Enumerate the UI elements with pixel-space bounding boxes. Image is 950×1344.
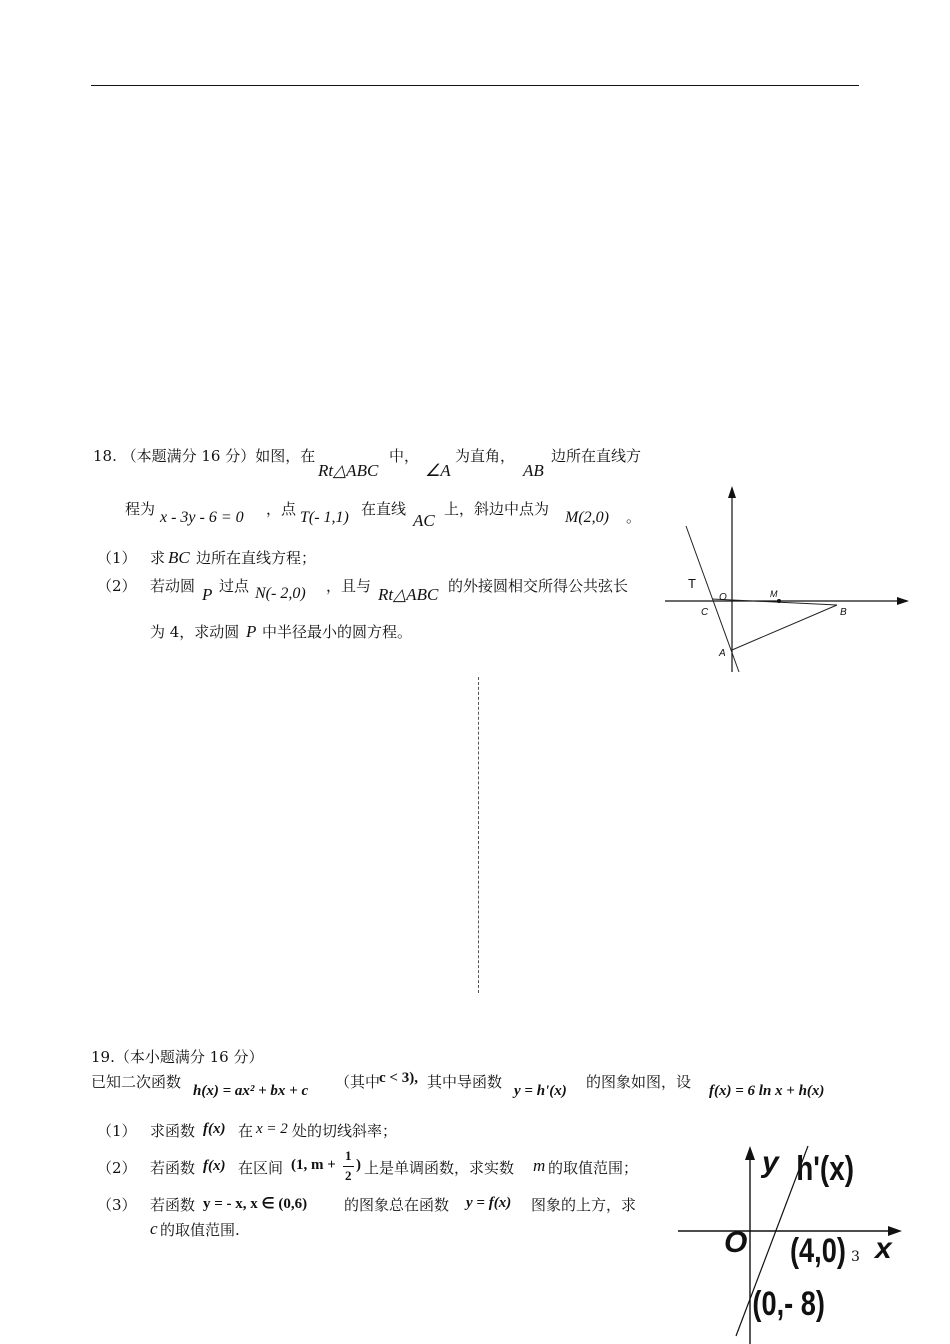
q19-heading: 19.（本小题满分 16 分） <box>91 1048 264 1066</box>
q18-point-t: T(- 1,1) <box>300 509 349 526</box>
q18-text: 中， <box>389 447 420 465</box>
page-number: 3 <box>851 1249 860 1265</box>
q18-point-n: N(- 2,0) <box>255 585 306 602</box>
label-y: y <box>762 1146 779 1179</box>
q18-triangle: Rt△ABC <box>378 585 439 604</box>
q18-text: ，点 <box>266 500 297 518</box>
q19-text: 的图象如图，设 <box>586 1073 692 1091</box>
label-point-4-0: (4,0) <box>790 1231 846 1270</box>
q19-text: 在区间 <box>238 1159 284 1177</box>
q18-part2-number: （2） <box>97 577 137 595</box>
q19-figure <box>670 1140 910 1344</box>
q19-text: （其中 <box>335 1073 381 1091</box>
q18-text: ，且与 <box>326 577 372 595</box>
label-x: x <box>875 1232 892 1265</box>
label-a: A <box>719 648 726 659</box>
q19-c-condition: c < 3), <box>379 1070 418 1086</box>
q18-ac: AC <box>413 511 435 530</box>
q19-interval-close: ) <box>356 1157 361 1173</box>
y-axis-arrow-icon <box>745 1146 755 1160</box>
q19-text: 在 <box>238 1122 254 1140</box>
q19-part2-number: （2） <box>97 1159 137 1177</box>
q18-p: P <box>246 622 257 641</box>
label-c: C <box>701 607 709 618</box>
q18-angle: ∠A <box>425 461 451 480</box>
q19-text: 处的切线斜率； <box>292 1122 398 1140</box>
q19-text: 若函数 <box>150 1196 196 1214</box>
q19-y-neg-x: y = - x, x ∈ (0,6) <box>203 1196 308 1212</box>
label-origin: O <box>724 1226 748 1259</box>
q18-heading: 18. （本题满分 16 分）如图，在 <box>93 447 316 465</box>
header-rule <box>91 85 859 86</box>
q18-text: 边所在直线方 <box>551 447 642 465</box>
q19-part3-number: （3） <box>97 1196 137 1214</box>
label-o: O <box>719 592 727 603</box>
q19-half-numerator: 1 <box>345 1148 352 1163</box>
q19-fx: f(x) <box>203 1121 226 1137</box>
q19-text: 上是单调函数，求实数 <box>364 1159 515 1177</box>
q19-c: c <box>150 1219 158 1238</box>
label-point-0-neg8: (0,- 8) <box>752 1284 825 1323</box>
q19-f-definition: f(x) = 6 ln x + h(x) <box>709 1083 825 1099</box>
q18-triangle: Rt△ABC <box>318 461 379 480</box>
q18-p: P <box>202 585 213 604</box>
q19-text: 求函数 <box>150 1122 196 1140</box>
q19-part1-number: （1） <box>97 1122 137 1140</box>
q19-derivative: y = h'(x) <box>514 1083 567 1099</box>
q19-text: 已知二次函数 <box>91 1073 182 1091</box>
q18-text: 程为 <box>125 500 156 518</box>
q19-half-denominator: 2 <box>345 1168 352 1183</box>
midpoint-m <box>777 599 781 603</box>
x-axis-arrow-icon <box>897 597 909 605</box>
q19-text: 的图象总在函数 <box>344 1196 450 1214</box>
q19-text: 若函数 <box>150 1159 196 1177</box>
q19-fraction-bar <box>343 1166 354 1167</box>
q18-bc: BC <box>168 548 190 567</box>
q19-m: m <box>533 1156 546 1175</box>
q19-y-f: y = f(x) <box>466 1195 512 1211</box>
q19-h-definition: h(x) = ax² + bx + c <box>193 1083 309 1099</box>
q18-text: 边所在直线方程； <box>196 549 317 567</box>
q18-text: 为 4，求动圆 <box>150 623 240 641</box>
q19-fx: f(x) <box>203 1158 226 1174</box>
q19-x-eq-2: x = 2 <box>256 1121 288 1137</box>
label-m: M <box>770 589 778 599</box>
q18-part1-number: （1） <box>97 549 137 567</box>
q18-text: 。 <box>626 508 642 526</box>
label-t: T <box>688 576 696 591</box>
q18-figure <box>655 480 915 680</box>
label-b: B <box>840 607 847 618</box>
q18-point-m: M(2,0) <box>565 509 609 526</box>
q18-text: 在直线 <box>361 500 407 518</box>
q18-text: 中半径最小的圆方程。 <box>262 623 413 641</box>
q18-text: 为直角， <box>455 447 516 465</box>
q18-text: 若动圆 <box>150 577 196 595</box>
q19-text: 其中导函数 <box>427 1073 503 1091</box>
line-bc <box>712 599 837 605</box>
q18-text: 的外接圆相交所得公共弦长 <box>448 577 629 595</box>
q18-text: 上，斜边中点为 <box>444 500 550 518</box>
line-ab <box>732 605 837 650</box>
q19-text: 的取值范围. <box>160 1221 240 1239</box>
q19-text: 的取值范围； <box>548 1159 639 1177</box>
q18-text: 过点 <box>219 577 250 595</box>
y-axis-arrow-icon <box>728 486 736 498</box>
answer-divider <box>478 677 479 993</box>
label-hx: h'(x) <box>796 1149 854 1188</box>
q19-text: 图象的上方，求 <box>531 1196 637 1214</box>
q18-text: 求 <box>150 549 166 567</box>
q19-interval: (1, m + <box>291 1157 336 1173</box>
q18-ab: AB <box>523 461 544 480</box>
q18-equation: x - 3y - 6 = 0 <box>160 509 244 526</box>
